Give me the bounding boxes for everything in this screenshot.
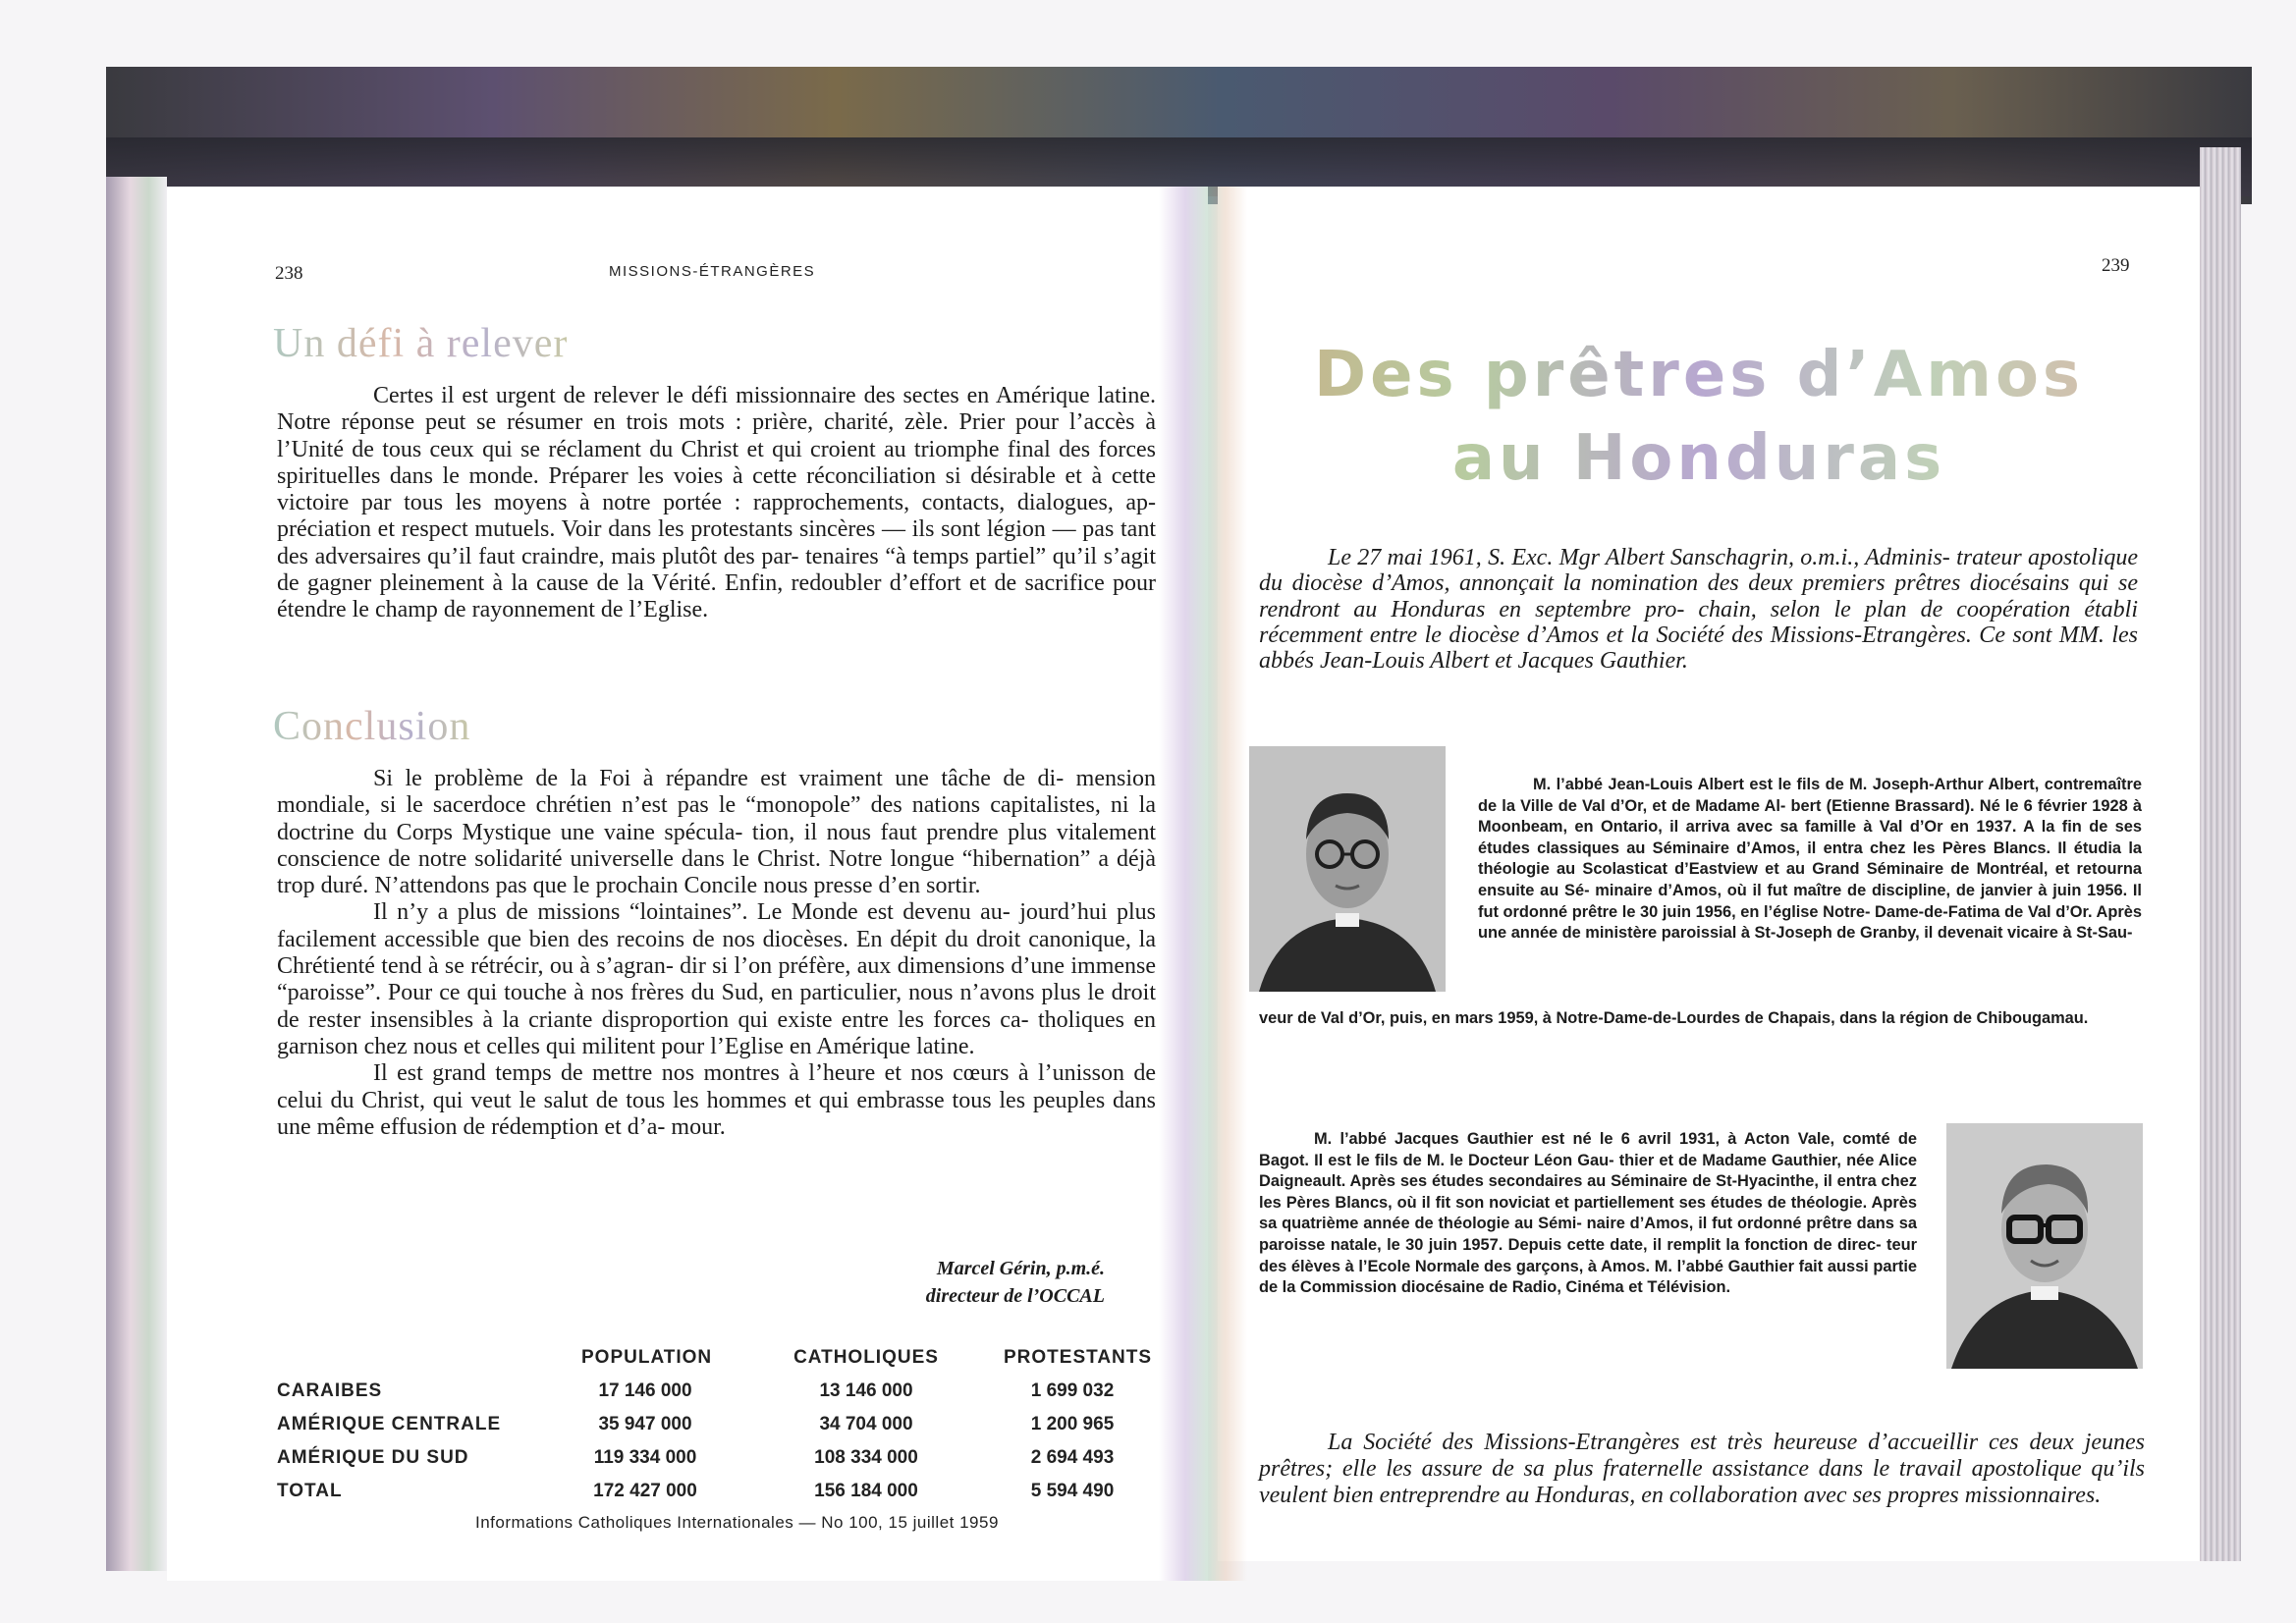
- text-line: tholiques en garnison chez nous et celles qui militent pour l’Eglise en: [277, 1006, 1157, 1059]
- text-line: les Pères Blancs, où il fit son noviciat et partiellement ses études: [1259, 1193, 1763, 1212]
- text-line: embrasse tous les peuples dans une même effusion de rédemption et d’a-: [277, 1087, 1156, 1140]
- text-line: région de Chibougamau.: [1899, 1009, 2089, 1027]
- paragraph-bio-gauthier: [1259, 1129, 1917, 1299]
- stats-population: 17 146 000: [598, 1380, 692, 1401]
- text-line: jourd’hui plus facilement accessible que bien des recoins de nos diocèses.: [277, 899, 1157, 952]
- section-title-defi: Un défi à relever: [273, 321, 569, 366]
- text-line: légion — pas tant des adversaires qu’il faut craindre, mais plutôt des par-: [277, 516, 1157, 569]
- text-line: Pères Blancs. Il étudia la théologie au Scolasticat d’Eastview: [1478, 839, 2142, 879]
- text-line: Jean-Louis Albert et Jacques Gauthier.: [1320, 648, 1688, 675]
- text-line: Christ et qui croient au triomphe final des forces spirituelles dans le monde.: [277, 436, 1157, 489]
- text-line: teur des élèves à l’Ecole Normale des garçons, à Amos. M.: [1259, 1235, 1917, 1275]
- stats-row-total: [277, 1481, 1161, 1510]
- right-page-number: 239: [2102, 255, 2130, 276]
- text-line: deux jeunes prêtres; elle les assure de sa plus fraternelle assistance dans: [1259, 1430, 2146, 1482]
- text-line: paroissial à St-Joseph de Granby, il devenait vicaire à St-Sau-: [1661, 924, 2133, 943]
- text-line: premiers prêtres diocésains qui se rendront au Honduras en septembre pro-: [1259, 570, 2139, 622]
- stats-region: CARAIBES: [277, 1380, 383, 1401]
- text-line: tenaires “à temps partiel” qu’il s’agit de gagner pleinement à la cause de: [277, 543, 1157, 597]
- paragraph-conclusion-3: [277, 1060, 1156, 1141]
- text-line: la Vérité. Enfin, redoubler d’effort et de sacrifice pour étendre le champ: [277, 570, 1157, 623]
- text-line: veur de Val d’Or, puis, en mars 1959, à Notre-Dame-de-Lourdes de Chapais, dans la: [1259, 1009, 1895, 1027]
- text-line: touche à nos frères du Sud, en particulier, nous n’avons plus le droit de: [277, 980, 1157, 1033]
- paragraph-conclusion-2: [277, 899, 1156, 1060]
- page-edge-left: [106, 177, 167, 1571]
- left-page-number: 238: [275, 263, 303, 284]
- text-line: de Radio, Cinéma et Télévision.: [1489, 1278, 1731, 1297]
- portrait-gauthier-icon: [1946, 1123, 2143, 1369]
- text-line: Amérique latine. Notre réponse peut se résumer en trois mots : prière,: [277, 383, 1156, 436]
- stats-catholiques: 34 704 000: [819, 1414, 913, 1434]
- text-line: Vale, comté de Bagot. Il est le fils de M. le Docteur Léon Gau-: [1259, 1130, 1917, 1169]
- text-line: naire d’Amos, il fut ordonné prêtre dans sa paroisse natale, le: [1259, 1215, 1917, 1254]
- portrait-photo-gauthier: [1946, 1123, 2143, 1369]
- text-line: Si le problème de la Foi à répandre est vraiment une tâche de di-: [373, 766, 1065, 791]
- bio-albert-wide: [1259, 1008, 2142, 1030]
- text-line: Amérique latine.: [816, 1033, 975, 1059]
- signature-name: Marcel Gérin, p.m.é.: [936, 1258, 1105, 1279]
- book-gutter: [1159, 187, 1247, 1581]
- text-line: et au Grand Séminaire de Montréal, et retourna ensuite au Sé-: [1478, 860, 2142, 899]
- text-line: Il n’y a plus de missions “lointaines”. Le Monde est devenu au-: [373, 899, 1011, 926]
- text-line: de rayonnement de l’Eglise.: [443, 597, 709, 623]
- stats-row: [277, 1414, 1161, 1443]
- text-line: Dame-de-Fatima de Val d’Or. Après une année de ministère: [1478, 902, 2142, 943]
- stats-region: AMÉRIQUE DU SUD: [277, 1447, 469, 1468]
- text-line: tion, il nous faut prendre plus vitalement conscience de notre solidarité: [277, 819, 1156, 872]
- text-line: M. l’abbé Jean-Louis Albert est le fils de M. Joseph-Arthur: [1533, 776, 1984, 793]
- stats-catholiques: 156 184 000: [814, 1481, 918, 1501]
- signature-title: directeur de l’OCCAL: [925, 1285, 1105, 1307]
- text-line: collaboration avec ses propres missionnaires.: [1668, 1483, 2102, 1508]
- stats-region: AMÉRIQUE CENTRALE: [277, 1414, 502, 1434]
- stats-protestants: 1 699 032: [1030, 1380, 1115, 1401]
- stats-header-catholiques: CATHOLIQUES: [793, 1347, 939, 1368]
- article-intro: [1259, 545, 2138, 674]
- paragraph-defi: [277, 383, 1156, 624]
- text-line: Le 27 mai 1961, S. Exc. Mgr Albert Sanschagrin, o.m.i., Adminis-: [1328, 545, 1950, 570]
- text-line: universelle dans le Christ. Notre longue “hibernation” a déjà trop duré.: [277, 845, 1157, 899]
- running-head: MISSIONS-ÉTRANGÈRES: [609, 263, 816, 280]
- stats-population: 172 427 000: [593, 1481, 697, 1501]
- paragraph-conclusion-1: [277, 766, 1156, 899]
- stats-protestants: 1 200 965: [1030, 1414, 1115, 1434]
- text-line: charité, zèle. Prier pour l’accès à l’Unité de tous ceux qui se réclament du: [277, 409, 1156, 462]
- stats-header-row: [277, 1347, 1161, 1377]
- page-edge-right: [2200, 147, 2241, 1561]
- text-line: La Société des Missions-Etrangères est très heureuse d’accueillir ces: [1328, 1430, 2019, 1455]
- text-line: dir si l’on préfère, aux dimensions d’une immense “paroisse”. Pour ce qui: [277, 953, 1157, 1006]
- text-line: Albert, contremaître de la Ville de Val d’Or, et de Madame Al-: [1478, 776, 2142, 815]
- text-line: préciation et respect mutuels. Voir dans les protestants sincères — ils sont: [277, 516, 981, 543]
- stats-population: 119 334 000: [593, 1447, 697, 1468]
- text-line: chain, selon le plan de coopération établi récemment entre le diocèse: [1259, 596, 2138, 648]
- source-citation: Informations Catholiques Internationales — No 100, 15 juillet 1959: [475, 1513, 999, 1532]
- text-line: thier et de Madame Gauthier, née Alice Daigneault. Après ses: [1259, 1151, 1917, 1191]
- stats-catholiques: 108 334 000: [814, 1447, 918, 1468]
- stats-catholiques: 13 146 000: [819, 1380, 913, 1401]
- text-line: Certes il est urgent de relever le défi missionnaire des sectes en: [373, 383, 990, 408]
- stats-row: [277, 1447, 1161, 1477]
- paragraph-closing: [1259, 1430, 2145, 1509]
- stats-region: TOTAL: [277, 1481, 343, 1501]
- stats-header-protestants: PROTESTANTS: [1004, 1347, 1153, 1368]
- stats-protestants: 5 594 490: [1030, 1481, 1115, 1501]
- text-line: nations capitalistes, ni la doctrine du Corps Mystique une vaine spécula-: [277, 792, 1157, 845]
- section-conclusion-text: [277, 766, 1156, 1141]
- text-line: Il est grand temps de mettre nos montres à l’heure et nos cœurs: [373, 1060, 1010, 1087]
- text-line: mension mondiale, si le sacerdoce chrétien n’est pas le “monopole” des: [277, 766, 1156, 819]
- portrait-photo-albert: [1249, 746, 1446, 992]
- section-defi-text: [277, 383, 1156, 624]
- text-line: N’attendons pas que le prochain Concile nous presse d’en sortir.: [374, 873, 981, 899]
- text-line: études secondaires au Séminaire de St-Hyacinthe, il entra chez: [1432, 1172, 1917, 1191]
- portrait-albert-icon: [1249, 746, 1446, 992]
- stats-header-population: POPULATION: [581, 1347, 713, 1368]
- text-line: minaire d’Amos, où il fut maître de discipline, de janvier à juin: [1595, 881, 2082, 899]
- statistics-table: [277, 1347, 1161, 1504]
- text-line: Ontario, il arriva avec sa famille à Val d’Or en 1937. A la fin: [1600, 818, 2082, 837]
- bio-albert-narrow: [1478, 775, 2142, 945]
- text-line: 30 juin 1957. Depuis cette date, il remplit la fonction de direc-: [1405, 1235, 1882, 1254]
- signature: [766, 1255, 1105, 1310]
- bio-gauthier: [1259, 1129, 1917, 1299]
- text-line: rester insensibles à la criante disproportion qui existe entre les forces ca-: [308, 1006, 1029, 1033]
- text-line: trateur apostolique du diocèse d’Amos, annonçait la nomination des deux: [1259, 545, 2139, 597]
- stats-protestants: 2 694 493: [1030, 1447, 1115, 1468]
- paragraph-intro: [1259, 545, 2138, 674]
- text-line: le travail apostolique qu’ils veulent bien entreprendre au Honduras, en: [1259, 1456, 2146, 1508]
- text-line: l’abbé Gauthier fait aussi partie de la Commission diocésaine: [1259, 1257, 1917, 1297]
- text-line: de théologie. Après sa quatrième année de théologie au Sémi-: [1259, 1193, 1917, 1233]
- text-line: de ses études classiques au Séminaire d’Amos, il entra chez les: [1478, 818, 2143, 857]
- text-line: bert (Etienne Brassard). Né le 6 février 1928 à Moonbeam, en: [1478, 796, 2142, 837]
- text-line: à l’unisson de celui du Christ, qui veut le salut de tous les hommes et qui: [277, 1060, 1157, 1113]
- article-title-line1: Des prêtres d’Amos: [1237, 339, 2160, 411]
- paragraph-bio-albert-continued: [1259, 1008, 2142, 1030]
- stats-population: 35 947 000: [598, 1414, 692, 1434]
- section-title-conclusion: Conclusion: [273, 704, 471, 749]
- text-line: mour.: [671, 1113, 726, 1140]
- article-title-line2: au Honduras: [1237, 422, 2160, 495]
- text-line: M. l’abbé Jacques Gauthier est né le 6 avril 1931, à Acton: [1314, 1130, 1790, 1148]
- article-closing: [1259, 1430, 2145, 1509]
- text-line: d’Amos et la Société des Missions-Etrangères. Ce sont MM. les abbés: [1259, 622, 2138, 675]
- paragraph-bio-albert: [1478, 775, 2142, 945]
- text-line: Préparer les voies à cette réconciliation si désirable et à cette victoire par: [277, 462, 1157, 516]
- text-line: tous les moyens à notre portée : rapprochements, contacts, dialogues, ap-: [404, 490, 1157, 516]
- stats-row: [277, 1380, 1161, 1410]
- text-line: 1956. Il fut ordonné prêtre le 30 juin 1956, en l’église Notre-: [1478, 881, 2142, 921]
- text-line: En dépit du droit canonique, la Chrétienté tend à se rétrécir, ou à s’agran-: [277, 926, 1157, 980]
